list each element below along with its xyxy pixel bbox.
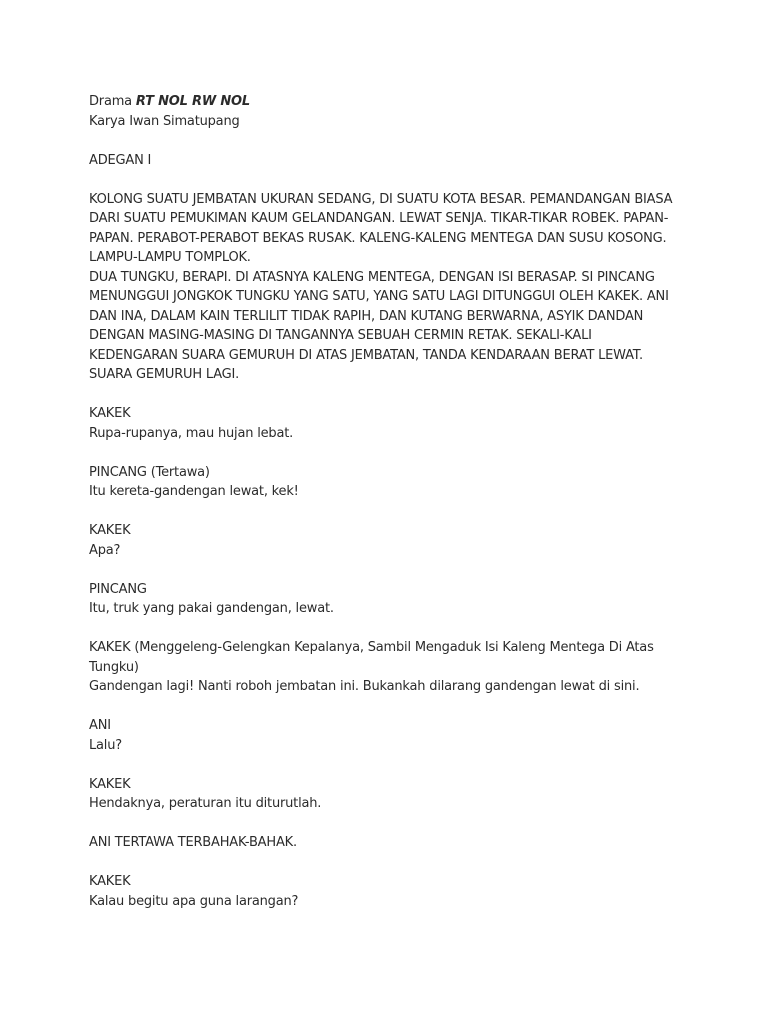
dialogue-block <box>89 580 689 619</box>
speaker-name-continued: Tungku) <box>89 659 139 675</box>
dialogue-line: Itu kereta-gandengan lewat, kek! <box>89 484 299 499</box>
speaker-name: KAKEK <box>89 523 131 538</box>
spacer <box>89 443 689 463</box>
dialogue-block <box>89 521 689 560</box>
stage-direction-line: DENGAN MASING-MASING DI TANGANNYA SEBUAH CERMIN RETAK. SEKALI-KALI <box>89 328 592 343</box>
stage-direction-line: SUARA GEMURUH LAGI. <box>89 367 240 382</box>
dialogue-line: Kalau begitu apa guna larangan? <box>89 893 299 909</box>
spacer <box>89 170 689 190</box>
dialogue-block <box>89 463 689 502</box>
dialogue-block <box>89 716 689 755</box>
dialogue-block <box>89 638 689 697</box>
speaker-name: KAKEK <box>89 406 131 421</box>
speaker-name: PINCANG <box>89 581 147 597</box>
spacer <box>89 502 689 522</box>
stage-direction-line: KEDENGARAN SUARA GEMURUH DI ATAS JEMBATAN, TANDA KENDARAAN BERAT LEWAT. <box>89 347 643 363</box>
stage-direction-line: DUA TUNGKU, BERAPI. DI ATASNYA KALENG MENTEGA, DENGAN ISI BERASAP. SI PINCANG <box>89 269 655 285</box>
dialogue-line: Itu, truk yang pakai gandengan, lewat. <box>89 601 334 616</box>
title-emphasis: RT NOL RW NOL <box>135 94 250 109</box>
document-title <box>89 92 689 112</box>
author-line: Karya Iwan Simatupang <box>89 113 240 129</box>
spacer <box>89 619 689 639</box>
spacer <box>89 853 689 873</box>
speaker-name: KAKEK <box>89 776 131 792</box>
dialogue-block <box>89 872 689 911</box>
speaker-name: PINCANG (Tertawa) <box>89 464 210 480</box>
stage-direction-line: DAN INA, DALAM KAIN TERLILIT TIDAK RAPIH, DAN KUTANG BERWARNA, ASYIK DANDAN <box>89 308 644 324</box>
stage-direction-line: MENUNGGUI JONGKOK TUNGKU YANG SATU, YANG SATU LAGI DITUNGGUI OLEH KAKEK. ANI <box>89 289 669 304</box>
dialogue-line: Lalu? <box>89 737 122 753</box>
speaker-name: KAKEK <box>89 874 131 889</box>
speaker-name: ANI <box>89 718 111 733</box>
speaker-name: KAKEK (Menggeleng-Gelengkan Kepalanya, Sambil Mengaduk Isi Kaleng Mentega Di Atas <box>89 640 654 655</box>
stage-direction-line: LAMPU-LAMPU TOMPLOK. <box>89 250 251 265</box>
stage-direction <box>89 833 689 853</box>
spacer <box>89 560 689 580</box>
dialogue-line: Rupa-rupanya, mau hujan lebat. <box>89 425 294 441</box>
stage-direction-line: PAPAN. PERABOT-PERABOT BEKAS RUSAK. KALENG-KALENG MENTEGA DAN SUSU KOSONG. <box>89 230 667 246</box>
spacer <box>89 814 689 834</box>
stage-direction-line: KOLONG SUATU JEMBATAN UKURAN SEDANG, DI SUATU KOTA BESAR. PEMANDANGAN BIASA <box>89 191 673 207</box>
scene-heading: ADEGAN I <box>89 152 152 168</box>
title-prefix: Drama <box>89 94 132 109</box>
stage-direction <box>89 190 689 385</box>
dialogue-line: Gandengan lagi! Nanti roboh jembatan ini. Bukankah dilarang gandengan lewat di sini. <box>89 679 640 694</box>
dialogue-block <box>89 404 689 443</box>
spacer <box>89 697 689 717</box>
dialogue-line: Apa? <box>89 542 121 558</box>
stage-direction-line: DARI SUATU PEMUKIMAN KAUM GELANDANGAN. LEWAT SENJA. TIKAR-TIKAR ROBEK. PAPAN- <box>89 211 669 226</box>
dialogue-line: Hendaknya, peraturan itu diturutlah. <box>89 796 322 811</box>
spacer <box>89 131 689 151</box>
stage-direction-line: ANI TERTAWA TERBAHAK-BAHAK. <box>89 835 297 850</box>
document-page <box>89 92 689 911</box>
spacer <box>89 755 689 775</box>
dialogue-block <box>89 775 689 814</box>
spacer <box>89 385 689 405</box>
